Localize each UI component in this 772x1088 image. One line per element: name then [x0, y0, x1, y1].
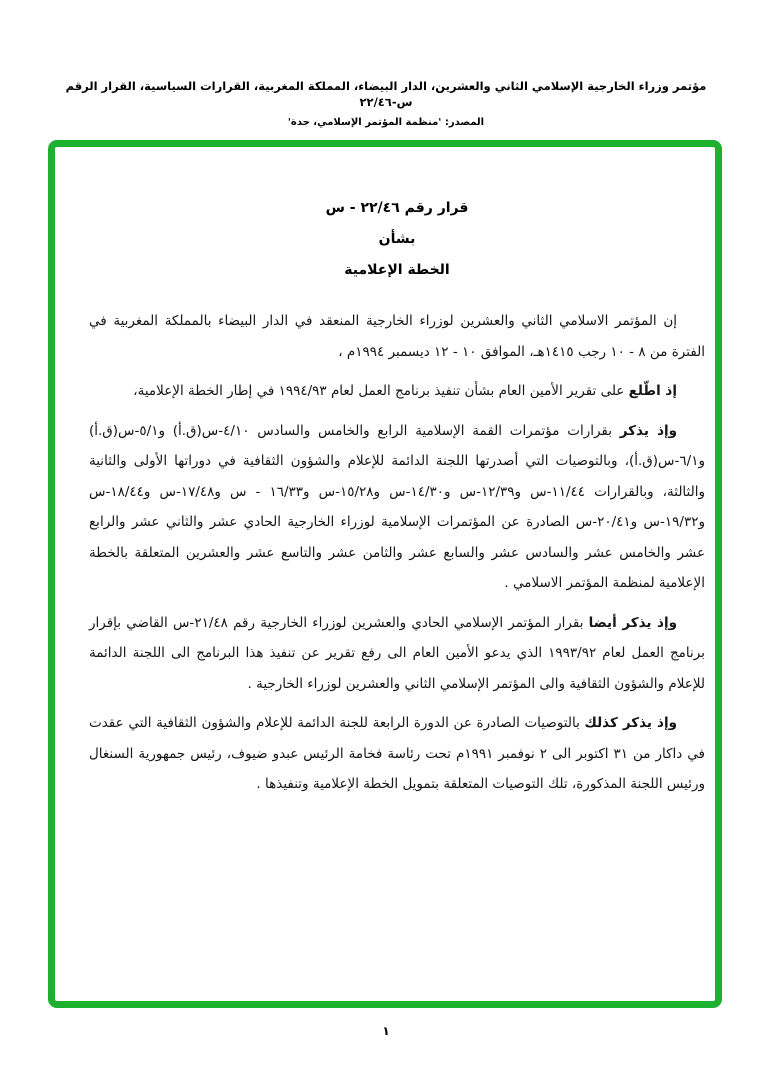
paragraph-lead: وإذ يذكر	[619, 422, 678, 439]
paragraph-having-examined	[89, 376, 705, 407]
paragraph-lead: وإذ يذكر كذلك	[584, 715, 677, 731]
paragraph-text: إن المؤتمر الاسلامي الثاني والعشرين لوزراء الخارجية المنعقد في الدار البيضاء بالمملكة المغربية في الفترة من ٨ - ١٠ رجب ١٤١٥هـ، الموافق ١٠ - ١٢ ديسمبر ١٩٩٤م ،	[89, 313, 705, 360]
paragraph-text: بقرار المؤتمر الإسلامي الحادي والعشرين لوزراء الخارجية رقم ٢١/٤٨-س القاضي بإقرار برنامج العمل لعام ١٩٩٣/٩٢ الذي يدعو الأمين العام الى رفع تقرير عن تنفيذ هذا البرنامج الى اللجنة الدائمة للإعلام والشؤون الثقافية والى المؤتمر الإسلامي الثاني والعشرين لوزراء الخارجية .	[89, 614, 705, 692]
resolution-subject-title: الخطة الإعلامية	[344, 262, 450, 278]
paragraph-text: على تقرير الأمين العام بشأن تنفيذ برنامج العمل لعام ١٩٩٤/٩٣ في إطار الخطة الإعلامية،	[133, 383, 625, 399]
paragraph-text: بقرارات مؤتمرات القمة الإسلامية الرابع والخامس والسادس ٤/١٠-س(ق.أ) و٥/١-س(ق.أ) و٦/١-س(ق.أ)، وبالتوصيات التي أصدرتها اللجنة الدائمة للإعلام والشؤون الثقافية في دوراتها الأولى والثانية والثالثة، وبالقرارات ١١/٤٤-س و١٢/٣٩-س و١٤/٣٠-س و١٥/٢٨-س و١٦/٣٣ - س و١٧/٤٨-س و١٨/٤٤-س و١٩/٣٢-س و٢٠/٤١-س الصادرة عن المؤتمرات الإسلامية لوزراء الخارجية الحادي عشر والثاني عشر والرابع عشر والخامس عشر والسادس عشر والسابع عشر والثامن عشر والتاسع عشر والعشرين المتعلقة بالخطة الإعلامية لمنظمة المؤتمر الاسلامي .	[89, 422, 706, 591]
resolution-body	[89, 306, 705, 800]
header-citation: مؤتمر وزراء الخارجية الإسلامي الثاني والعشرين، الدار البيضاء، المملكة المغربية، القرارات السياسية، القرار الرقم س-٢٢/٤٦	[65, 79, 707, 109]
paragraph-text: بالتوصيات الصادرة عن الدورة الرابعة للجنة الدائمة للإعلام والشؤون الثقافية التي عقدت في داكار من ٣١ اكتوبر الى ٢ نوفمبر ١٩٩١م تحت رئاسة فخامة الرئيس عبدو ضيوف، رئيس جمهورية السنغال ورئيس اللجنة المذكورة، تلك التوصيات المتعلقة بتمويل الخطة الإعلامية وتنفيذها .	[89, 715, 705, 792]
paragraph-recalling-icfm21	[89, 608, 705, 700]
paragraph-preamble	[89, 306, 705, 367]
document-header	[40, 78, 732, 128]
resolution-number: قرار رقم ٢٢/٤٦ - س	[325, 200, 469, 216]
resolution-subject-word: بشأن	[378, 231, 416, 247]
paragraph-recalling-summits	[89, 416, 705, 599]
paragraph-lead: وإذ يذكر أيضا	[588, 614, 677, 631]
highlight-frame	[48, 140, 722, 1008]
page-number: ١	[382, 1024, 390, 1038]
paragraph-recalling-comiac	[89, 708, 705, 800]
paragraph-lead: إذ اطّلع	[628, 383, 677, 399]
header-source: المصدر: 'منظمة المؤتمر الإسلامي، جدة'	[287, 117, 485, 128]
resolution-title-block	[89, 193, 705, 286]
